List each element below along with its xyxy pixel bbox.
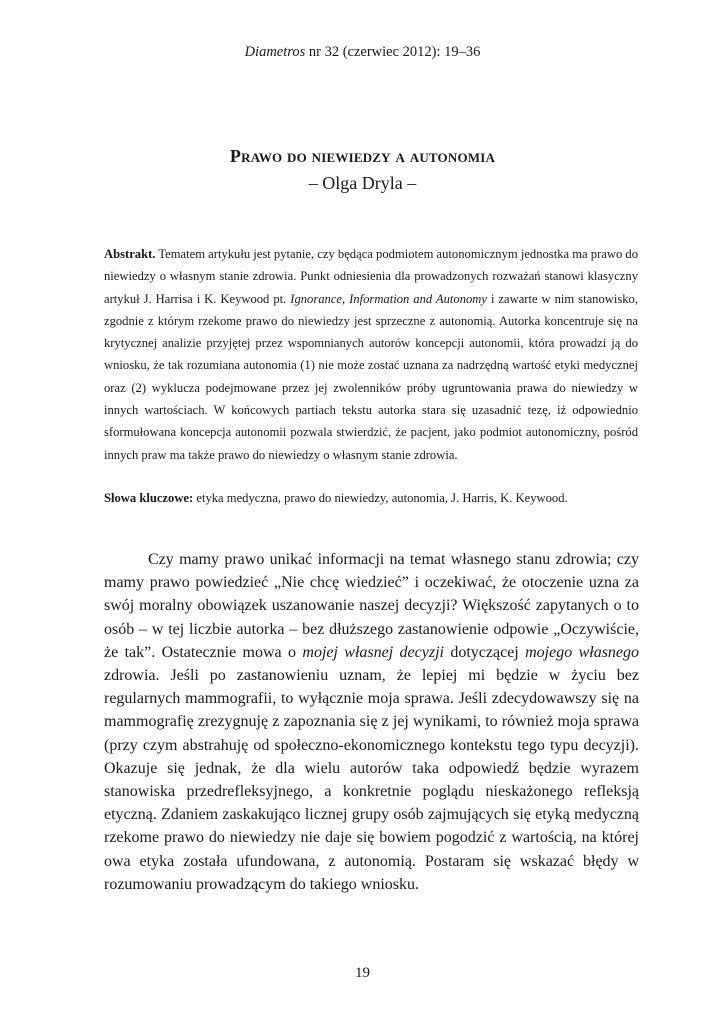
body-italic-2: mojego własnego xyxy=(525,643,640,661)
keywords xyxy=(104,487,638,509)
keywords-text: etyka medyczna, prawo do niewiedzy, autonomia, J. Harris, K. Keywood. xyxy=(193,491,568,505)
abstract-text-1: Tematem artykułu jest pytanie, czy będąca podmiotem autonomicznym jednostka ma prawo do niewiedzy o własnym stanie zdrowia. Punkt odniesienia dla prowadzonych rozważań stanowi klasyczny artykuł J. Harrisa i K. Keywood pt. xyxy=(104,247,638,306)
journal-issue: nr 32 (czerwiec 2012): 19–36 xyxy=(305,44,481,60)
body-italic-1: mojej własnej decyzji xyxy=(302,643,444,661)
keywords-label: Słowa kluczowe: xyxy=(104,491,194,505)
article-title: Prawo do niewiedzy a autonomia xyxy=(229,146,496,166)
journal-name: Diametros xyxy=(244,44,306,60)
body-text-2: dotyczącej xyxy=(443,643,526,661)
abstract-cited-title: Ignorance, Information and Autonomy xyxy=(290,291,487,306)
running-header xyxy=(0,44,725,61)
body-paragraph xyxy=(104,548,639,896)
abstract xyxy=(104,243,638,466)
abstract-label: Abstrakt. xyxy=(104,247,156,261)
body-text-1: Czy mamy prawo unikać informacji na temat własnego stanu zdrowia; czy mamy prawo powiedzieć „Nie chcę wiedzieć” i oczekiwać, że otoczenie uzna za swój moralny obowiązek uszanowanie naszej decyzji? Większość zapytanych o to osób – w tej liczbie autorka – bez dłuższego zastanowienie odpowie „Oczywiście, że tak”. Ostatecznie mowa o xyxy=(104,551,639,661)
body-text-3: zdrowia. Jeśli po zastanowieniu uznam, że lepiej mi będzie w życiu bez regularnych mammografii, to wyłącznie moja sprawa. Jeśli zdecydowawszy się na mammografię zrezygnuję z zapoznania się z jej wynikami, to również moja sprawa (przy czym abstrahuję od społeczno-ekonomicznego kontekstu tego typu decyzji). Okazuje się jednak, że dla wielu autorów taka odpowiedź będzie wyrazem stanowiska przedrefleksyjnego, a konkretnie poglądu nieskażonego refleksją etyczną. Zdaniem zaskakująco licznej grupy osób zajmujących się etyką medyczną rzekome prawo do niewiedzy nie daje się bowiem pogodzić z wartością, na której owa etyka została ufundowana, z autonomią. Postaram się wskazać błędy w rozumowaniu prowadzącym do takiego wniosku. xyxy=(104,667,639,893)
article-author: – Olga Dryla – xyxy=(308,173,417,193)
abstract-text-2: i zawarte w nim stanowisko, zgodnie z którym rzekome prawo do niewiedzy jest sprzeczne z autonomią. Autorka koncentruje się na krytycznej analizie przyjętej przez wspomnianych autorów koncepcji autonomii, która prowadzi ją do wniosku, że tak rozumiana autonomia (1) nie może zostać uznana za nadrzędną wartość etyki medycznej oraz (2) wyklucza podejmowane przez jej zwolenników próby ugruntowania prawa do niewiedzy w innych wartościach. W końcowych partiach tekstu autorka stara się uzasadnić tezę, iż odpowiednio sformułowana koncepcja autonomii pozwala stwierdzić, że pacjent, jako podmiot autonomiczny, pośród innych praw ma także prawo do niewiedzy o własnym stanie zdrowia. xyxy=(104,291,638,462)
page-number: 19 xyxy=(355,965,370,981)
